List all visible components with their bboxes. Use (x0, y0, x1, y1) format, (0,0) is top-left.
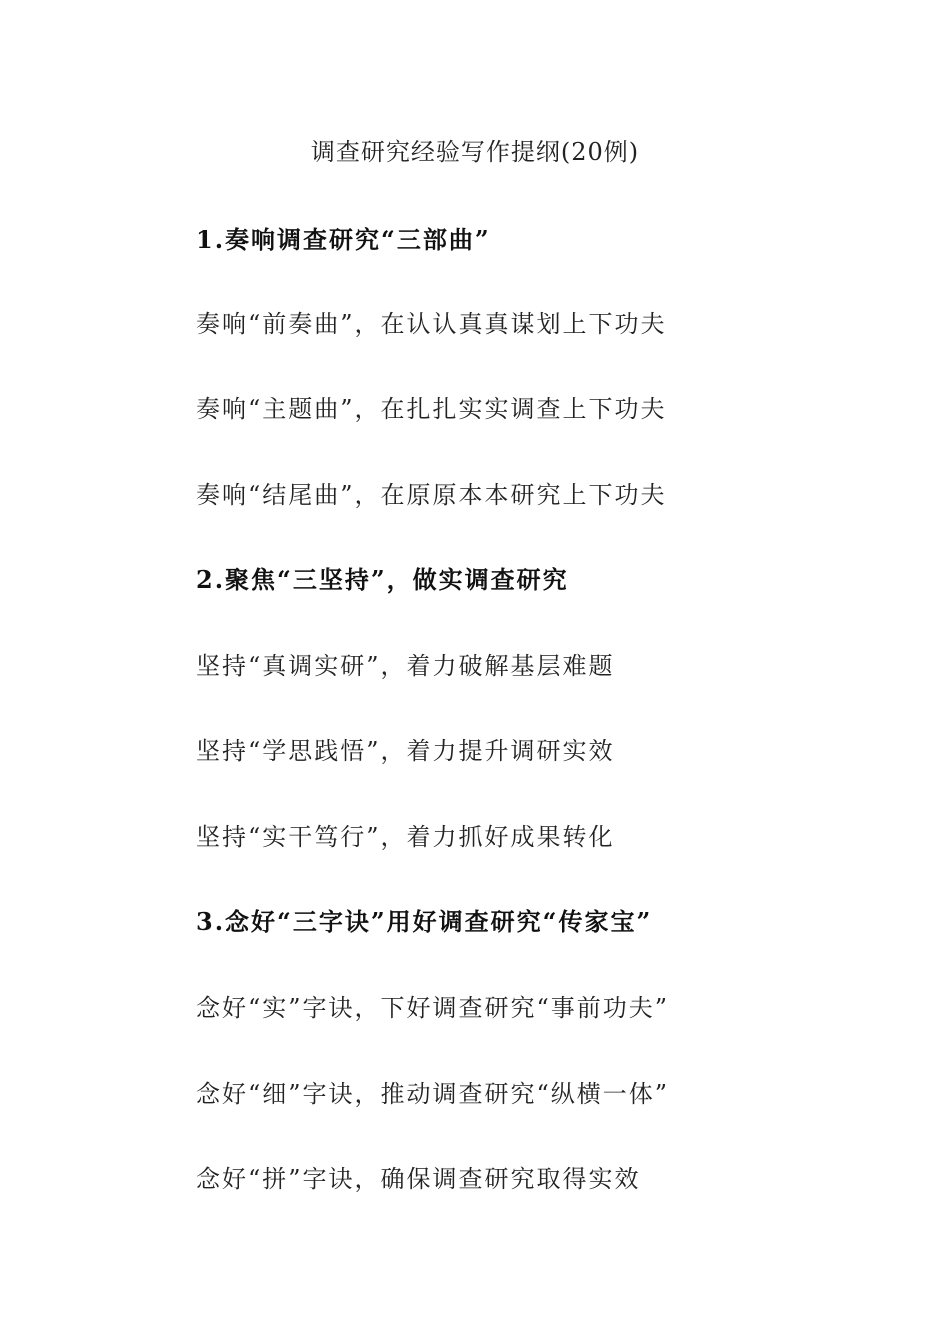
section-3-item-2: 念好“细”字诀，推动调查研究“纵横一体” (196, 1080, 670, 1108)
section-2-item-1: 坚持“真调实研”，着力破解基层难题 (196, 652, 615, 680)
document-title: 调查研究经验写作提纲(20例) (310, 138, 640, 166)
section-3-heading: 3.念好“三字诀”用好调查研究“传家宝” (196, 907, 653, 936)
section-2-item-2: 坚持“学思践悟”，着力提升调研实效 (196, 737, 615, 765)
section-2-heading: 2.聚焦“三坚持”，做实调查研究 (196, 565, 569, 594)
section-3-item-3: 念好“拼”字诀，确保调查研究取得实效 (196, 1165, 641, 1193)
section-3-item-1: 念好“实”字诀，下好调查研究“事前功夫” (196, 994, 670, 1022)
section-1-heading: 1.奏响调查研究“三部曲” (196, 225, 491, 254)
section-1-item-1: 奏响“前奏曲”，在认认真真谋划上下功夫 (196, 310, 667, 338)
section-1-item-3: 奏响“结尾曲”，在原原本本研究上下功夫 (196, 481, 667, 509)
section-2-item-3: 坚持“实干笃行”，着力抓好成果转化 (196, 823, 615, 851)
section-1-item-2: 奏响“主题曲”，在扎扎实实调查上下功夫 (196, 395, 667, 423)
